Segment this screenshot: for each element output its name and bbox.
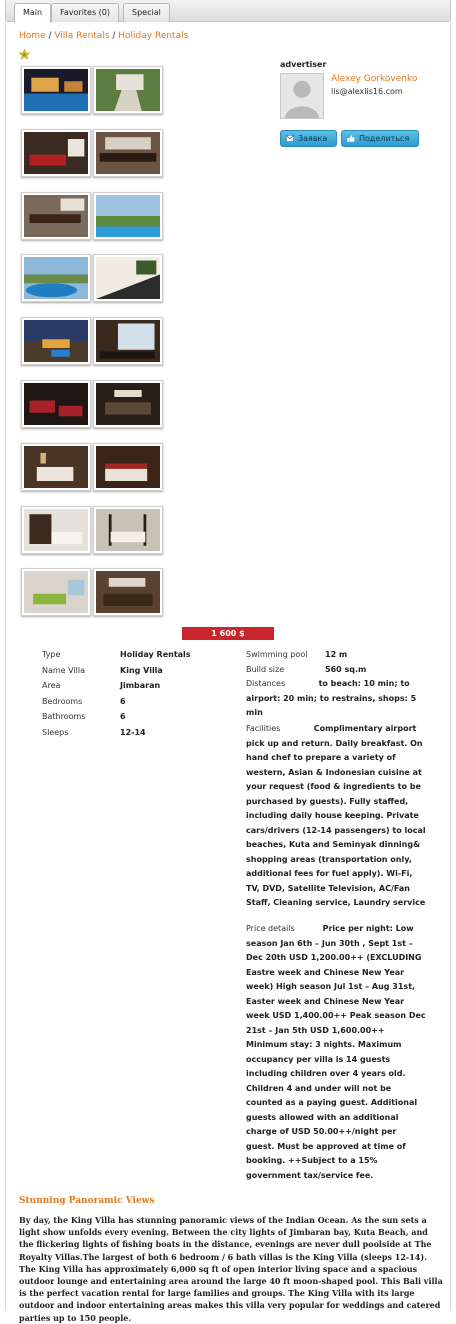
breadcrumb bbox=[19, 31, 188, 41]
contact-request-label: Заявка bbox=[298, 134, 328, 143]
photo-image bbox=[96, 69, 160, 111]
gallery-photo[interactable] bbox=[21, 129, 91, 177]
breadcrumb-separator: / bbox=[109, 31, 119, 41]
breadcrumb-holiday-rentals[interactable]: Holiday Rentals bbox=[118, 31, 189, 41]
favorite-star-icon[interactable] bbox=[19, 49, 30, 60]
distances-label: Distances bbox=[246, 679, 286, 688]
gallery-photo[interactable] bbox=[21, 66, 91, 114]
gallery-photo[interactable] bbox=[93, 568, 163, 616]
price-details-block bbox=[246, 922, 426, 1183]
detail-value: 12-14 bbox=[120, 727, 146, 737]
facilities-label: Facilities bbox=[246, 724, 281, 733]
gallery-photo[interactable] bbox=[21, 317, 91, 365]
share-label: Поделиться bbox=[359, 134, 410, 143]
detail-label: Type bbox=[42, 650, 61, 659]
user-silhouette-icon bbox=[281, 74, 323, 118]
photo-image bbox=[96, 571, 160, 613]
gallery-photo[interactable] bbox=[21, 380, 91, 428]
detail-label: Build size bbox=[246, 665, 285, 674]
tab-main[interactable]: Main bbox=[14, 3, 51, 23]
breadcrumb-separator: / bbox=[45, 31, 55, 41]
photo-image bbox=[96, 320, 160, 362]
description-text: By day, the King Villa has stunning panoramic views of the Indian Ocean. As the sun sets a light show unfolds every evening. Between the city lights of Jimbaran bay, Kuta Beach, and the flickering lights of fishing boats in the distance, evenings are never dull poolside at The Royalty Villas.The largest of both 6 bedroom / 6 bath villas is the King Villa (sleeps 12-14). The King Villa has approximately 6,000 sq ft of open interior living space and a spacious outdoor lounge and entertaining area around the large 40 ft moon-shaped pool. This Bali villa is the perfect vacation rental for large families and groups. The King Villa with its large outdoor and indoor entertaining areas makes this villa very popular for weddings and catered parties up to 150 people. bbox=[19, 1215, 443, 1323]
detail-label: Bathrooms bbox=[42, 712, 86, 721]
detail-value: 12 m bbox=[325, 650, 348, 659]
detail-value: 560 sq.m bbox=[325, 665, 367, 674]
detail-label: Swimming pool bbox=[246, 650, 308, 659]
detail-value: Jimbaran bbox=[120, 681, 161, 690]
avatar bbox=[280, 73, 324, 119]
photo-image bbox=[24, 383, 88, 425]
photo-image bbox=[24, 320, 88, 362]
contact-request-button[interactable] bbox=[280, 130, 337, 147]
price-badge: 1 600 $ bbox=[182, 627, 274, 640]
gallery-photo[interactable] bbox=[21, 568, 91, 616]
detail-label: Name Villa bbox=[42, 665, 86, 675]
description-title: Stunning Panoramic Views bbox=[19, 1196, 155, 1206]
gallery-photo[interactable] bbox=[21, 443, 91, 491]
advertiser-email: lis@alexlis16.com bbox=[331, 87, 403, 96]
detail-value: 6 bbox=[120, 696, 126, 706]
photo-image bbox=[96, 132, 160, 174]
tab-favorites[interactable]: Favorites (0) bbox=[51, 3, 119, 22]
photo-image bbox=[96, 509, 160, 551]
tab-bar bbox=[5, 0, 451, 22]
photo-image bbox=[96, 383, 160, 425]
detail-label: Area bbox=[42, 681, 61, 690]
gallery-photo[interactable] bbox=[93, 317, 163, 365]
photo-image bbox=[24, 509, 88, 551]
detail-label: Sleeps bbox=[42, 727, 69, 737]
tab-special[interactable]: Special bbox=[123, 3, 170, 22]
breadcrumb-home[interactable]: Home bbox=[19, 31, 46, 41]
gallery-photo[interactable] bbox=[93, 254, 163, 302]
distances-block bbox=[246, 677, 426, 721]
gallery-photo[interactable] bbox=[21, 254, 91, 302]
detail-value: 6 bbox=[120, 712, 126, 721]
photo-image bbox=[24, 132, 88, 174]
gallery-photo[interactable] bbox=[93, 380, 163, 428]
distances-value: to beach: 10 min; to airport: 20 min; to restrains, shops: 5 min bbox=[246, 679, 417, 717]
gallery-photo[interactable] bbox=[93, 192, 163, 240]
price-details-value: Price per night: Low season Jan 6th – Jun 30th , Sept 1st – Dec 20th USD 1,200.00++ (EXCLUDING Eastre week and Chinese New Year week) High season Jul 1st – Aug 31st, Easter week and Chinese New Year week USD 1,400.00++ Peak season Dec 21st – Jan 5th USD 1,600.00++ Minimum stay: 3 nights. Maximum occupancy per villa is 14 guests including children over 4 years old. Children 4 and under will not be counted as a paying guest. Additional guests allowed with an additional charge of USD 50.00++/night per guest. Must be approved at time of booking. ++Subject to a 15% government tax/service fee. bbox=[246, 924, 426, 1180]
photo-image bbox=[96, 446, 160, 488]
detail-label: Bedrooms bbox=[42, 696, 83, 706]
gallery-photo[interactable] bbox=[21, 192, 91, 240]
photo-image bbox=[96, 195, 160, 237]
gallery-photo[interactable] bbox=[93, 129, 163, 177]
gallery-photo[interactable] bbox=[93, 443, 163, 491]
advertiser-title: advertiser bbox=[280, 60, 327, 69]
photo-image bbox=[96, 257, 160, 299]
share-button[interactable] bbox=[341, 130, 419, 147]
photo-image bbox=[24, 69, 88, 111]
facilities-value: Complimentary airport pick up and return. Daily breakfast. On hand chef to prepare a variety of western, Asian & Indonesian cuisine at your request (food & ingredients to be purchased by guests). Fully staffed, including daily house keeping. Private cars/drivers (12-14 passengers) to local beaches, Kuta and Seminyak dinning& shopping areas (transportation only, additional fees for fuel apply). Wi-Fi, TV, DVD, Satellite Television, AC/Fan Staff, Cleaning service, Laundry service bbox=[246, 724, 426, 907]
detail-value: King Villa bbox=[120, 665, 163, 675]
photo-image bbox=[24, 446, 88, 488]
photo-image bbox=[24, 571, 88, 613]
gallery-photo[interactable] bbox=[93, 506, 163, 554]
thumbs-up-icon bbox=[347, 135, 355, 142]
breadcrumb-villa-rentals[interactable]: Villa Rentals bbox=[54, 31, 110, 41]
price-details-label: Price details bbox=[246, 924, 295, 933]
envelope-icon bbox=[286, 135, 294, 142]
photo-image bbox=[24, 257, 88, 299]
advertiser-name-link[interactable]: Alexey Gorkovenko bbox=[331, 74, 418, 84]
detail-value: Holiday Rentals bbox=[120, 650, 191, 659]
gallery-photo[interactable] bbox=[21, 506, 91, 554]
gallery-photo[interactable] bbox=[93, 66, 163, 114]
photo-image bbox=[24, 195, 88, 237]
facilities-block bbox=[246, 722, 426, 911]
